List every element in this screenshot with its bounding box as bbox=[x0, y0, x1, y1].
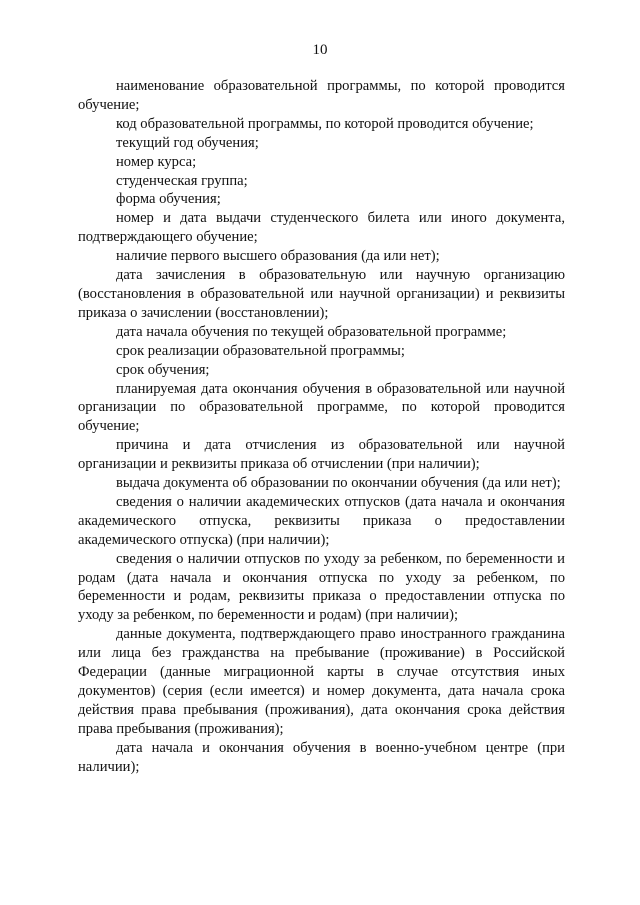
list-item: текущий год обучения; bbox=[116, 134, 259, 151]
list-item: сведения о наличии академических отпусков (дата начала и окончания академического отпуска, реквизиты приказа о предоставлении академического отпуска) (при наличии); bbox=[78, 493, 565, 548]
list-item: выдача документа об образовании по окончании обучения (да или нет); bbox=[116, 475, 561, 492]
list-item: форма обучения; bbox=[116, 191, 221, 208]
page-number: 10 bbox=[312, 42, 328, 58]
list-item: срок обучения; bbox=[116, 361, 210, 378]
list-item: код образовательной программы, по которой проводится обучение; bbox=[116, 115, 534, 132]
list-item: номер и дата выдачи студенческого билета или иного документа, подтверждающего обучение; bbox=[78, 210, 565, 246]
list-item: наименование образовательной программы, по которой проводится обучение; bbox=[78, 78, 565, 113]
list-item: срок реализации образовательной программы; bbox=[116, 342, 405, 359]
list-item: дата начала и окончания обучения в военно-учебном центре (при наличии); bbox=[78, 739, 565, 775]
list-item: данные документа, подтверждающего право иностранного гражданина или лица без гражданства на пребывание (проживание) в Российской Федерации (данные миграционной карты в случае отсутствия иных документов) (серия (если имеется) и номер документа, дата начала срока действия права пребывания (проживания), дата окончания срока действия права пребывания (проживания); bbox=[78, 626, 565, 737]
list-item: дата начала обучения по текущей образовательной программе; bbox=[116, 323, 507, 340]
list-item: номер курса; bbox=[116, 153, 197, 170]
list-item: причина и дата отчисления из образовательной или научной организации и реквизиты приказа об отчислении (при наличии); bbox=[78, 437, 565, 473]
list-item: дата зачисления в образовательную или научную организацию (восстановления в образовательной или научной организации) и реквизиты приказа о зачислении (восстановлении); bbox=[78, 267, 565, 321]
document-body bbox=[78, 77, 565, 777]
list-item: студенческая группа; bbox=[116, 172, 248, 189]
list-item: сведения о наличии отпусков по уходу за ребенком, по беременности и родам (дата начала и окончания отпуска по уходу за ребенком, по беременности и родам, реквизиты приказа о предоставлении отпуска по уходу за ребенком, по беременности и родам) (при наличии); bbox=[78, 550, 565, 624]
list-item: планируемая дата окончания обучения в образовательной или научной организации по образовательной программе, по которой проводится обучение; bbox=[78, 380, 565, 435]
list-item: наличие первого высшего образования (да или нет); bbox=[116, 248, 440, 265]
